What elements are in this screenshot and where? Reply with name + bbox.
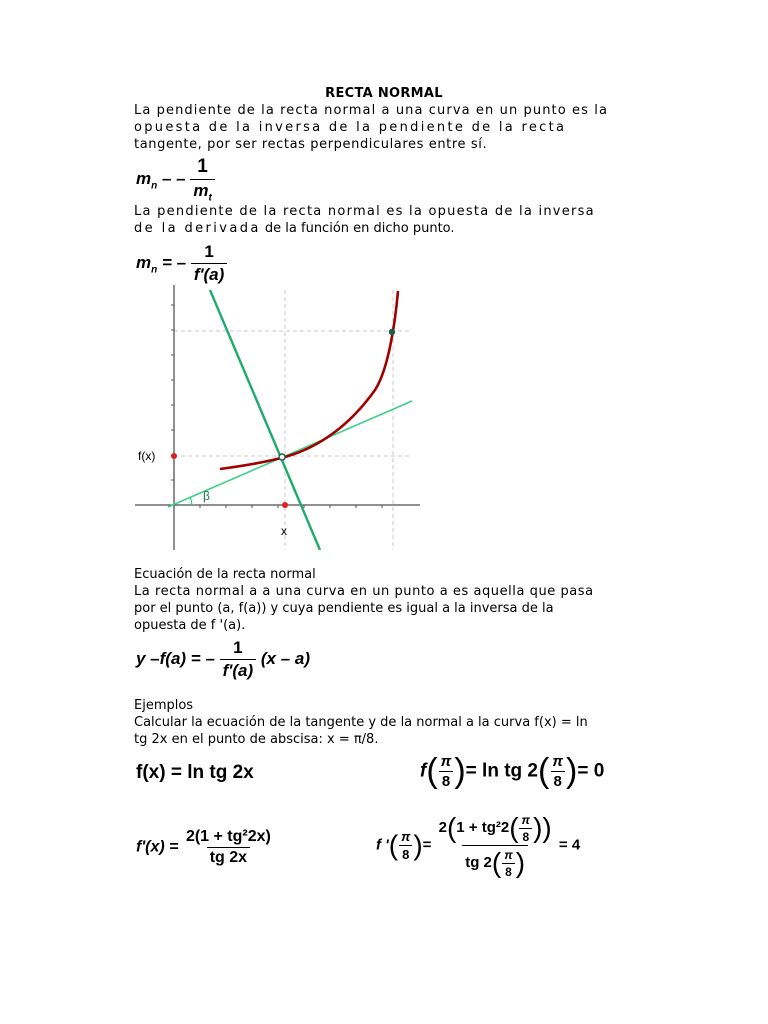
- beta-label: β: [203, 489, 210, 503]
- normal-line-graph: [130, 285, 420, 550]
- formula1-lhs-sub: n: [151, 180, 158, 192]
- formula-normal-line-equation: [136, 638, 310, 681]
- formula2-lhs: m: [136, 252, 152, 272]
- formula-f-definition: f(x) = ln tg 2x: [136, 762, 254, 783]
- beta-angle-arc: [190, 497, 192, 505]
- formula3-num: 1: [233, 638, 243, 657]
- formula1-eq: – –: [157, 169, 186, 189]
- fp-at-lhs: f ': [376, 836, 389, 854]
- fp-at-eq: =: [422, 836, 432, 854]
- formula-f-prime: [136, 828, 274, 867]
- fp-at-num: 2(1 + tg²2( $\frac{\pi}{8}$ )): [438, 812, 552, 844]
- fp-fraction: [183, 828, 274, 867]
- f-at-mid: = ln tg 2: [465, 760, 538, 782]
- point-tangency: [279, 454, 285, 460]
- examples-line-1: Calcular la ecuación de la tangente y de la normal a la curva f(x) = ln: [134, 715, 588, 730]
- fp-lhs: f'(x) =: [136, 838, 179, 856]
- intro-line-2: opuesta de la inversa de la pendiente de la recta: [134, 120, 567, 135]
- fp-at-den: tg 2( $\frac{\pi}{8}$ ): [462, 845, 528, 879]
- x-label: x: [281, 524, 287, 538]
- point-x-axis: [282, 502, 288, 508]
- f-at-right: = 0: [577, 760, 605, 782]
- normal-line: [210, 290, 320, 550]
- formula2-fraction: [191, 242, 227, 285]
- formula2-eq: = –: [157, 252, 187, 272]
- section-equation: [134, 566, 634, 634]
- f-at-pi8-fraction-2: $\frac{\pi}{8}$: [552, 753, 564, 790]
- examples-heading: Ejemplos: [134, 698, 194, 713]
- formula-normal-slope-1: [136, 156, 215, 203]
- fx-label: f(x): [138, 449, 156, 463]
- section-eq-line-3: opuesta de f '(a).: [134, 618, 246, 633]
- intro-line-1: La pendiente de la recta normal a una curva en un punto es la: [134, 103, 609, 118]
- para2-line-1: La pendiente de la recta normal es la opuesta de la inversa: [134, 204, 595, 219]
- fp-den: tg 2x: [207, 847, 250, 867]
- formula2-den: f'(a): [191, 263, 227, 285]
- para2-line-2a: de la derivada: [134, 221, 261, 236]
- para2-line-2b: de la función en dicho punto.: [260, 221, 455, 236]
- para2-line-2: [134, 220, 634, 237]
- formula1-num: 1: [197, 156, 208, 177]
- fp-at-result: = 4: [558, 836, 581, 854]
- formula-f-prime-at-pi8: f '( $\frac{\pi}{8}$ )= 2(1 + tg²2( $\frac{\pi}{8}$ )) tg 2( $\frac{\pi}{8}$ ) = 4: [376, 812, 581, 879]
- formula1-fraction: [190, 156, 214, 203]
- formula3-lhs: y –f(a) = –: [136, 648, 215, 668]
- fp-num: 2(1 + tg²2x): [185, 828, 271, 845]
- point-fx-axis: [171, 453, 177, 459]
- intro-line-3: tangente, por ser rectas perpendiculares entre sí.: [134, 137, 488, 152]
- intro-paragraph: [134, 102, 634, 153]
- function-curve: [220, 291, 398, 469]
- formula3-fraction: [220, 638, 256, 681]
- formula2-num: 1: [204, 242, 214, 261]
- examples-section: [134, 697, 634, 748]
- formula2-lhs-sub: n: [151, 264, 158, 276]
- point-upper: [389, 329, 395, 335]
- section-eq-heading: Ecuación de la recta normal: [134, 567, 316, 582]
- formula3-den: f'(a): [220, 659, 256, 681]
- formula1-lhs: m: [136, 169, 152, 189]
- formula-f-at-pi8: f( $\frac{\pi}{8}$ )= ln tg 2( $\frac{\pi}{8}$ )= 0: [420, 752, 605, 790]
- f-at-pi8-fraction: $\frac{\pi}{8}$: [440, 753, 452, 790]
- fp-at-fraction: [436, 812, 555, 879]
- formula-normal-slope-2: [136, 242, 227, 285]
- formula1-den: $m_t$: [190, 179, 214, 203]
- examples-line-2: tg 2x en el punto de abscisa: x = π/8.: [134, 732, 379, 747]
- formula3-rhs: (x – a): [260, 648, 310, 668]
- fp-at-arg: $\frac{\pi}{8}$: [401, 829, 411, 862]
- f-at-left: f: [420, 760, 427, 782]
- section-eq-line-1: La recta normal a a una curva en un punto a es aquella que pasa: [134, 584, 594, 599]
- section-eq-line-2: por el punto (a, f(a)) y cuya pendiente es igual a la inversa de la: [134, 601, 554, 616]
- paragraph-2: [134, 203, 634, 237]
- page-title: RECTA NORMAL: [325, 86, 443, 101]
